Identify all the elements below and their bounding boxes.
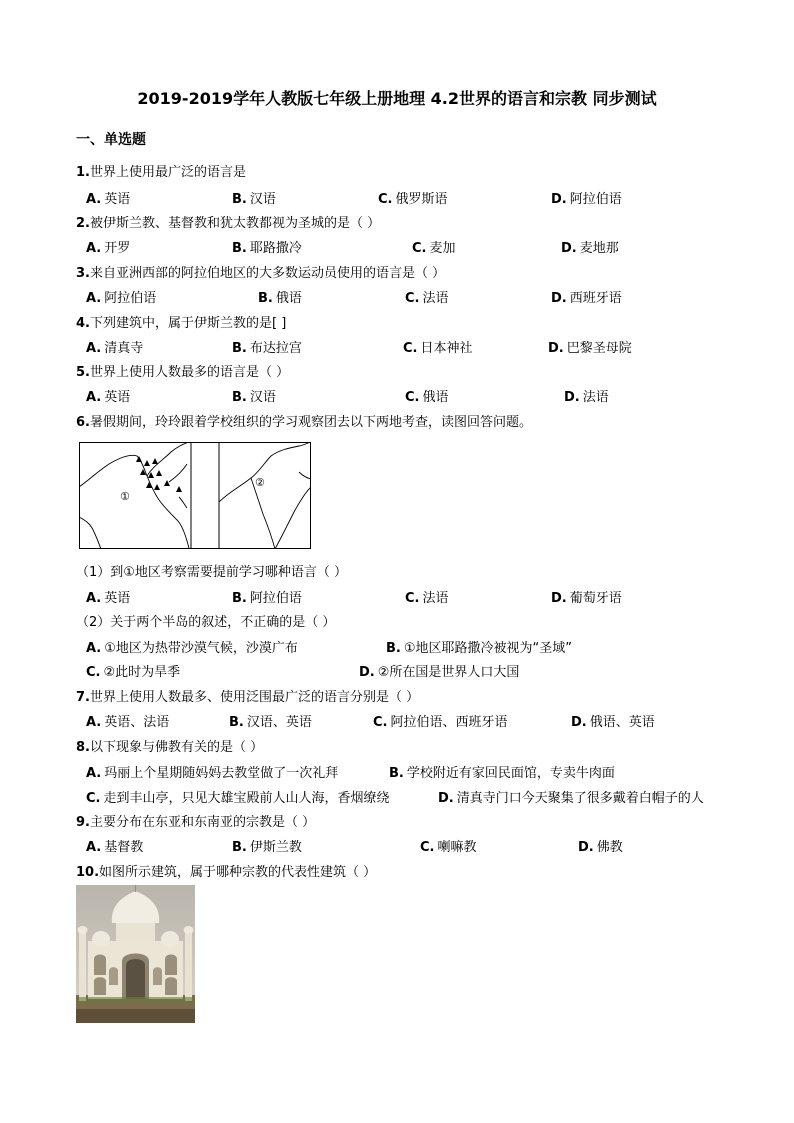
question-number: 5. xyxy=(76,365,90,380)
option-text: 汉语 xyxy=(249,192,276,207)
option-key: C. xyxy=(405,291,420,306)
option-text: 英语、法语 xyxy=(104,715,170,730)
option-text: 伊斯兰教 xyxy=(249,840,302,855)
option xyxy=(232,337,302,356)
building-svg xyxy=(76,885,195,1023)
option xyxy=(86,762,338,781)
option-key: C. xyxy=(405,390,420,405)
question-number: 9. xyxy=(76,815,90,830)
option-text: 法语 xyxy=(582,390,609,405)
option xyxy=(86,587,130,606)
option-key: B. xyxy=(232,341,247,356)
option xyxy=(229,711,312,730)
option-key: B. xyxy=(389,766,404,781)
option xyxy=(86,337,143,356)
option-key: D. xyxy=(561,241,577,256)
option-text: 葡萄牙语 xyxy=(569,591,622,606)
question-text: 来自亚洲西部的阿拉伯地区的大多数运动员使用的语言是（ ） xyxy=(89,266,446,281)
option xyxy=(378,188,448,207)
option-key: C. xyxy=(420,840,435,855)
question-4 xyxy=(76,312,286,331)
question-9 xyxy=(76,686,419,705)
option-key: C. xyxy=(405,591,420,606)
option-key: A. xyxy=(86,641,102,656)
option-text: 日本神社 xyxy=(420,341,473,356)
option-key: A. xyxy=(86,241,102,256)
option-key: D. xyxy=(571,715,587,730)
option-key: A. xyxy=(86,341,102,356)
option-text: 西班牙语 xyxy=(569,291,622,306)
question-5 xyxy=(76,361,289,380)
option-key: D. xyxy=(551,591,567,606)
option xyxy=(232,188,276,207)
option-key: B. xyxy=(258,291,273,306)
question-text: 世界上使用人数最多、使用泛围最广泛的语言分别是（ ） xyxy=(89,690,420,705)
option-text: 法语 xyxy=(422,291,449,306)
option xyxy=(232,386,276,405)
option xyxy=(386,637,572,656)
question-text: 以下现象与佛教有关的是（ ） xyxy=(89,740,264,755)
option-text: 俄语、英语 xyxy=(589,715,655,730)
option-key: D. xyxy=(578,840,594,855)
question-text: 下列建筑中，属于伊斯兰教的是[ ] xyxy=(89,316,287,331)
option-text: 汉语、英语 xyxy=(246,715,312,730)
question-number: 1. xyxy=(76,165,90,180)
option xyxy=(86,836,143,855)
option-key: B. xyxy=(232,591,247,606)
question-number: 2. xyxy=(76,216,90,231)
option-text: 俄罗斯语 xyxy=(395,192,448,207)
map-label-1: ① xyxy=(120,490,130,503)
option-key: C. xyxy=(86,791,101,806)
option-text: ①地区耶路撒冷被视为“圣域” xyxy=(403,641,572,656)
question-text: 如图所示建筑，属于哪种宗教的代表性建筑（ ） xyxy=(99,865,377,880)
option-text: 阿拉伯语、西班牙语 xyxy=(390,715,508,730)
option-text: 清真寺 xyxy=(104,341,144,356)
question-number: 4. xyxy=(76,316,90,331)
option-text: 汉语 xyxy=(249,390,276,405)
option xyxy=(420,836,477,855)
option-text: 玛丽上个星期随妈妈去教堂做了一次礼拜 xyxy=(104,766,339,781)
question-1 xyxy=(76,161,246,180)
option xyxy=(86,637,298,656)
option-text: 英语 xyxy=(104,390,131,405)
question-6 xyxy=(76,411,532,430)
question-3 xyxy=(76,262,445,281)
question-text: 世界上使用最广泛的语言是 xyxy=(89,165,246,180)
question-number: 6. xyxy=(76,415,90,430)
option-text: 英语 xyxy=(104,192,131,207)
option xyxy=(551,287,622,306)
option-key: B. xyxy=(386,641,401,656)
page-title: 2019-2019学年人教版七年级上册地理 4.2世界的语言和宗教 同步测试 xyxy=(137,89,657,108)
question-10 xyxy=(76,736,263,755)
question-number: 7. xyxy=(76,690,90,705)
option-text: ②所在国是世界人口大国 xyxy=(377,665,520,680)
option xyxy=(232,587,302,606)
option-text: 麦地那 xyxy=(579,241,619,256)
option-key: C. xyxy=(373,715,388,730)
option xyxy=(551,587,622,606)
option xyxy=(86,188,130,207)
option xyxy=(232,237,302,256)
option-key: B. xyxy=(232,840,247,855)
option-key: B. xyxy=(232,241,247,256)
option-key: A. xyxy=(86,591,102,606)
option xyxy=(86,661,180,680)
option xyxy=(359,661,519,680)
question-12 xyxy=(76,861,376,880)
option-key: C. xyxy=(403,341,418,356)
question-2 xyxy=(76,212,380,231)
option xyxy=(258,287,302,306)
option-key: D. xyxy=(551,291,567,306)
option-text: 佛教 xyxy=(596,840,623,855)
option xyxy=(86,711,169,730)
map-svg xyxy=(79,442,311,549)
option-text: 俄语 xyxy=(275,291,302,306)
option-key: D. xyxy=(548,341,564,356)
option-text: 阿拉伯语 xyxy=(249,591,302,606)
option-text: 学校附近有家回民面馆，专卖牛肉面 xyxy=(406,766,615,781)
option-key: B. xyxy=(229,715,244,730)
option-key: C. xyxy=(378,192,393,207)
question-number: 8. xyxy=(76,740,90,755)
building-photo xyxy=(76,885,195,1023)
option xyxy=(561,237,619,256)
option-key: B. xyxy=(232,192,247,207)
question-text: 世界上使用人数最多的语言是（ ） xyxy=(89,365,290,380)
option-text: 开罗 xyxy=(104,241,131,256)
option-key: A. xyxy=(86,291,102,306)
option xyxy=(86,787,390,806)
option-text: 阿拉伯语 xyxy=(104,291,157,306)
option xyxy=(405,386,449,405)
option-text: 耶路撒冷 xyxy=(249,241,302,256)
option xyxy=(405,587,449,606)
option-text: 巴黎圣母院 xyxy=(566,341,632,356)
option-text: 走到丰山亭，只见大雄宝殿前人山人海，香烟缭绕 xyxy=(103,791,390,806)
question-text: 被伊斯兰教、基督教和犹太教都视为圣城的是（ ） xyxy=(89,216,381,231)
option-key: D. xyxy=(438,791,454,806)
section-heading: 一、单选题 xyxy=(76,132,146,148)
option xyxy=(578,836,623,855)
option xyxy=(412,237,456,256)
option xyxy=(405,287,449,306)
option xyxy=(551,188,622,207)
option-key: A. xyxy=(86,192,102,207)
option-text: 基督教 xyxy=(104,840,144,855)
question-text: 主要分布在东亚和东南亚的宗教是（ ） xyxy=(89,815,316,830)
option-key: D. xyxy=(551,192,567,207)
option-key: C. xyxy=(412,241,427,256)
option-text: ①地区为热带沙漠气候，沙漠广布 xyxy=(104,641,298,656)
option-key: C. xyxy=(86,665,101,680)
map-label-2: ② xyxy=(255,476,265,489)
option-text: 法语 xyxy=(422,591,449,606)
option-key: A. xyxy=(86,840,102,855)
question-number: 3. xyxy=(76,266,90,281)
map-figure xyxy=(79,442,311,549)
option-text: 阿拉伯语 xyxy=(569,192,622,207)
question-text: （1）到①地区考察需要提前学习哪种语言（ ） xyxy=(76,565,348,580)
option xyxy=(389,762,615,781)
option-text: 英语 xyxy=(104,591,131,606)
option xyxy=(438,787,704,806)
question-text: 暑假期间，玲玲跟着学校组织的学习观察团去以下两地考查，读图回答问题。 xyxy=(89,415,532,430)
option-key: A. xyxy=(86,715,102,730)
option xyxy=(548,337,632,356)
option xyxy=(86,386,130,405)
option xyxy=(564,386,609,405)
question-number: 10. xyxy=(76,865,100,880)
option-text: 喇嘛教 xyxy=(437,840,477,855)
option-key: D. xyxy=(564,390,580,405)
option xyxy=(86,237,130,256)
option-text: 清真寺门口今天聚集了很多戴着白帽子的人 xyxy=(456,791,704,806)
option xyxy=(373,711,508,730)
option-text: 麦加 xyxy=(429,241,456,256)
option xyxy=(86,287,156,306)
option xyxy=(403,337,473,356)
option-text: ②此时为旱季 xyxy=(103,665,181,680)
question-8 xyxy=(76,611,335,630)
option-key: A. xyxy=(86,390,102,405)
question-7 xyxy=(76,561,347,580)
option-key: A. xyxy=(86,766,102,781)
question-text: （2）关于两个半岛的叙述，不正确的是（ ） xyxy=(76,615,336,630)
option xyxy=(571,711,655,730)
option-key: D. xyxy=(359,665,375,680)
question-11 xyxy=(76,811,315,830)
option xyxy=(232,836,302,855)
option-key: B. xyxy=(232,390,247,405)
option-text: 俄语 xyxy=(422,390,449,405)
option-text: 布达拉宫 xyxy=(249,341,302,356)
